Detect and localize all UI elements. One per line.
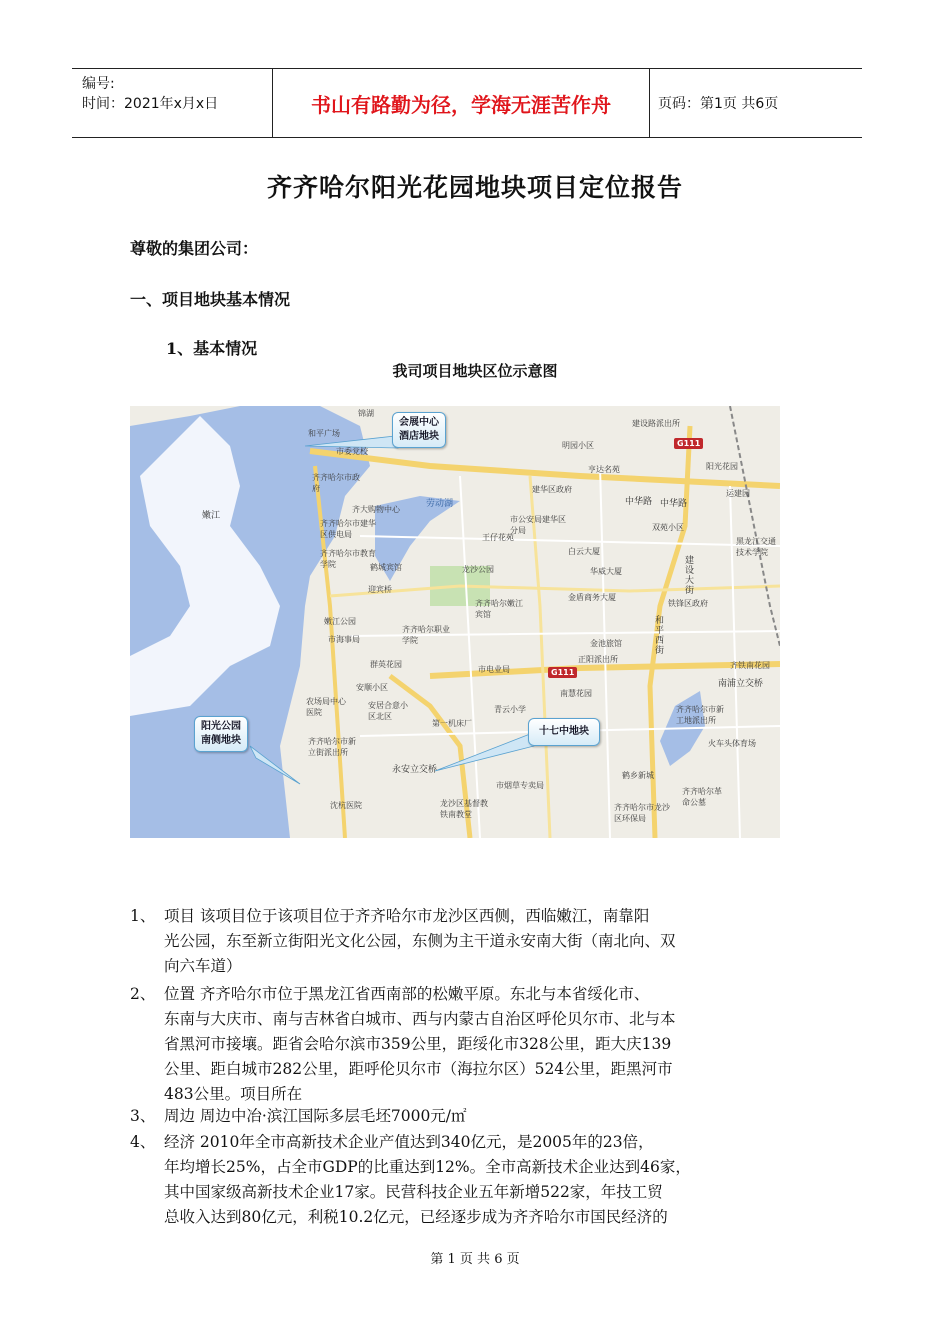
road-label: 中华路 (625, 497, 653, 507)
item-number: 2、 (130, 985, 156, 1003)
item-line: 向六车道） (164, 957, 242, 975)
map-place: 明园小区 (562, 441, 594, 450)
map-place: 白云大厦 (568, 547, 600, 556)
location-map (130, 406, 780, 838)
map-place: 南慧花园 (560, 689, 592, 698)
item-line: 其中国家级高新技术企业17家。民营科技企业五年新增522家，年技工贸 (164, 1183, 663, 1201)
map-place: 锦湖 (358, 409, 374, 418)
item-number: 1、 (130, 907, 156, 925)
map-place: 建设路派出所 (632, 419, 680, 428)
map-place: 安居合意小区北区 (368, 701, 408, 721)
map-place: 齐齐哈尔市龙沙区环保局 (614, 803, 670, 823)
map-place: 金池旅馆 (590, 639, 622, 648)
map-place: 齐齐哈尔市建华区供电局 (320, 519, 376, 539)
road-label: 永安立交桥 (392, 765, 438, 775)
item-line: 省黑河市接壤。距省会哈尔滨市359公里，距绥化市328公里，距大庆139 (164, 1035, 672, 1053)
map-place: 迎宾桥 (368, 585, 392, 594)
map-place: 安顺小区 (356, 683, 388, 692)
map-place: 亨达名苑 (588, 465, 620, 474)
doc-code-label: 编号: (82, 76, 115, 92)
map-place: 市电业局 (478, 665, 510, 674)
document-title: 齐齐哈尔阳光花园地块项目定位报告 (266, 173, 683, 202)
map-place: 青云小学 (494, 705, 526, 714)
page-header (72, 68, 862, 138)
doc-time-label: 时间：2021年x月x日 (82, 96, 219, 112)
map-place: 沈杭医院 (330, 801, 362, 810)
road-label: 和平西街 (655, 616, 665, 656)
item-line: 483公里。项目所在 (164, 1085, 303, 1103)
map-place: 嫩江公园 (324, 617, 356, 626)
map-place: 运建园 (726, 489, 750, 498)
map-place: 齐齐哈尔市教育学院 (320, 549, 376, 569)
map-place: 王仔花苑 (482, 533, 514, 542)
map-place: 华威大厦 (590, 567, 622, 576)
subsection-heading: 1、基本情况 (166, 339, 258, 358)
map-place: 齐铁南花园 (730, 661, 770, 670)
item-line: 年均增长25%，占全市GDP的比重达到12%。全市高新技术企业达到46家， (164, 1158, 691, 1176)
map-place: 齐大购物中心 (352, 505, 400, 514)
item-line: 东南与大庆市、南与吉林省白城市、西与内蒙古自治区呼伦贝尔市、北与本 (164, 1010, 676, 1028)
map-place: 建华区政府 (532, 485, 572, 494)
map-place: 正阳派出所 (578, 655, 618, 664)
item-line: 总收入达到80亿元，利税10.2亿元，已经逐步成为齐齐哈尔市国民经济的 (164, 1208, 668, 1226)
map-place: 齐齐哈尔嫩江宾馆 (475, 599, 523, 619)
item-line: 位置 齐齐哈尔市位于黑龙江省西南部的松嫩平原。东北与本省绥化市、 (164, 985, 650, 1003)
map-place: 市公安局建华区分局 (510, 515, 566, 535)
map-place: 阳光花园 (706, 462, 738, 471)
road-label: 中华路 (660, 499, 688, 509)
item-line: 光公园，东至新立街阳光文化公园，东侧为主干道永安南大街（南北向、双 (164, 932, 676, 950)
map-place: 黑龙江交通技术学院 (736, 537, 776, 557)
map-place: 火车头体育场 (708, 739, 756, 748)
item-line: 周边 周边中冶·滨江国际多层毛坯7000元/㎡ (164, 1107, 467, 1125)
map-place: 龙沙公园 (462, 565, 494, 574)
map-place: 鹤乡新城 (622, 771, 654, 780)
highway-shield-g111: G111 (548, 667, 577, 678)
callout-exhibition-hotel-plot: 会展中心 酒店地块 (392, 412, 446, 448)
item-number: 4、 (130, 1133, 156, 1151)
page-footer: 第 1 页 共 6 页 (430, 1252, 520, 1267)
callout-sunshine-park-south-plot: 阳光公园 南侧地块 (194, 716, 248, 752)
item-number: 3、 (130, 1107, 156, 1125)
header-info-cell (72, 69, 273, 137)
map-place: 齐齐哈尔革命公墓 (682, 787, 722, 807)
greeting: 尊敬的集团公司： (130, 239, 259, 258)
map-caption: 我司项目地块区位示意图 (392, 362, 558, 380)
map-place: 鹤城宾馆 (370, 563, 402, 572)
map-place: 农场局中心医院 (306, 697, 346, 717)
map-place: 铁锋区政府 (668, 599, 708, 608)
section-heading: 一、项目地块基本情况 (130, 290, 291, 309)
map-place: 齐齐哈尔市政府 (312, 473, 360, 493)
highway-shield-g111: G111 (674, 438, 703, 449)
map-place: 双苑小区 (652, 523, 684, 532)
map-place: 和平广场 (308, 429, 340, 438)
map-place: 第一机床厂 (432, 719, 472, 728)
road-label: 建设大街 (685, 556, 695, 596)
item-line: 项目 该项目位于该项目位于齐齐哈尔市龙沙区西侧，西临嫩江，南靠阳 (164, 907, 650, 925)
map-place: 群英花园 (370, 660, 402, 669)
header-motto: 书山有路勤为径，学海无涯苦作舟 (273, 69, 650, 137)
item-line: 公里、距白城市282公里，距呼伦贝尔市（海拉尔区）524公里，距黑河市 (164, 1060, 673, 1078)
map-place: 齐齐哈尔职业学院 (402, 625, 450, 645)
callout-no17-school-plot: 十七中地块 (528, 718, 600, 746)
road-label: 南浦立交桥 (718, 679, 764, 689)
map-place: 市烟草专卖局 (496, 781, 544, 790)
map-graphic (130, 406, 780, 838)
map-place: 齐齐哈尔市新工地派出所 (676, 705, 724, 725)
lake-label: 劳动湖 (426, 499, 454, 509)
map-place: 市委党校 (336, 447, 368, 456)
map-place: 金盾商务大厦 (568, 593, 616, 602)
river-label: 嫩江 (202, 511, 221, 521)
header-page-number: 页码：第1页 共6页 (658, 96, 779, 112)
map-place: 齐齐哈尔市新立街派出所 (308, 737, 356, 757)
map-place: 龙沙区基督教铁南教堂 (440, 799, 488, 819)
map-place: 市海事局 (328, 635, 360, 644)
item-line: 经济 2010年全市高新技术企业产值达到340亿元，是2005年的23倍， (164, 1133, 654, 1151)
